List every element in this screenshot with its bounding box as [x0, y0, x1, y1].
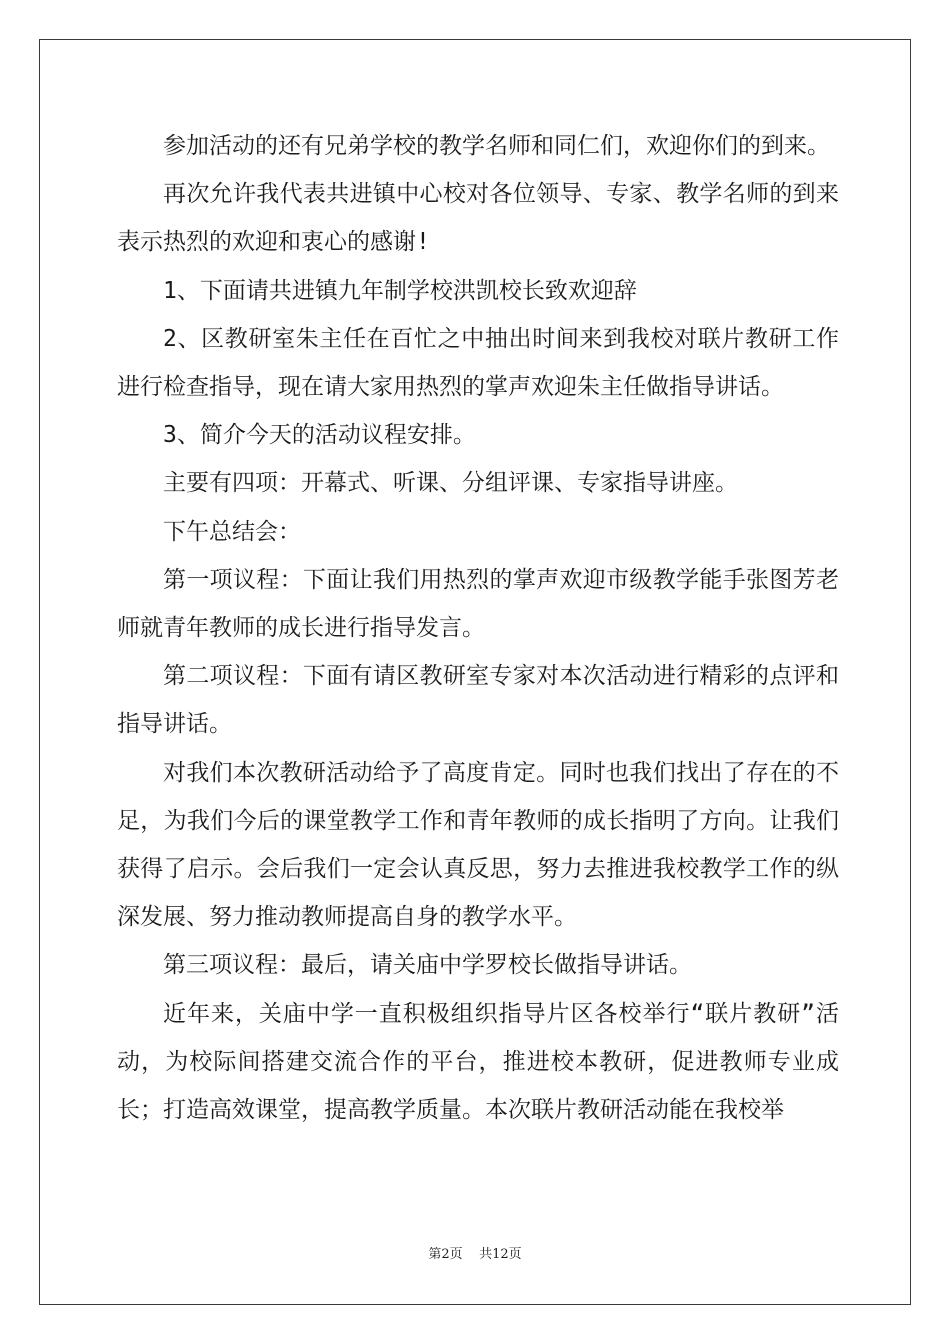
paragraph: 第一项议程：下面让我们用热烈的掌声欢迎市级教学能手张图芳老师就青年教师的成长进行指导发言。	[117, 566, 839, 642]
paragraph: 3、简介今天的活动议程安排。	[163, 422, 476, 449]
page-footer	[0, 1243, 950, 1262]
paragraph: 参加活动的还有兄弟学校的教学名师和同仁们，欢迎你们的到来。	[163, 133, 830, 159]
paragraph: 对我们本次教研活动给予了高度肯定。同时也我们找出了存在的不足，为我们今后的课堂教学工作和青年教师的成长指明了方向。让我们获得了启示。会后我们一定会认真反思，努力去推进我校教学工作的纵深发展、努力推动教师提高自身的教学水平。	[117, 759, 839, 931]
page-total: 共12页	[479, 1247, 522, 1262]
paragraph: 1、下面请共进镇九年制学校洪凯校长致欢迎辞	[163, 277, 637, 304]
page-number: 第2页	[428, 1247, 463, 1262]
paragraph: 再次允许我代表共进镇中心校对各位领导、专家、教学名师的到来表示热烈的欢迎和衷心的感谢!	[117, 181, 839, 256]
document-body	[117, 122, 839, 1134]
paragraph: 第二项议程：下面有请区教研室专家对本次活动进行精彩的点评和指导讲话。	[117, 663, 839, 738]
paragraph: 下午总结会：	[163, 518, 301, 545]
paragraph: 近年来，关庙中学一直积极组织指导片区各校举行“联片教研”活动，为校际间搭建交流合作的平台，推进校本教研，促进教师专业成长；打造高效课堂，提高教学质量。本次联片教研活动能在我校举	[117, 1000, 839, 1124]
paragraph: 2、区教研室朱主任在百忙之中抽出时间来到我校对联片教研工作进行检查指导，现在请大家用热烈的掌声欢迎朱主任做指导讲话。	[117, 325, 839, 401]
paragraph: 主要有四项：开幕式、听课、分组评课、专家指导讲座。	[163, 470, 738, 497]
paragraph: 第三项议程：最后，请关庙中学罗校长做指导讲话。	[163, 952, 692, 979]
